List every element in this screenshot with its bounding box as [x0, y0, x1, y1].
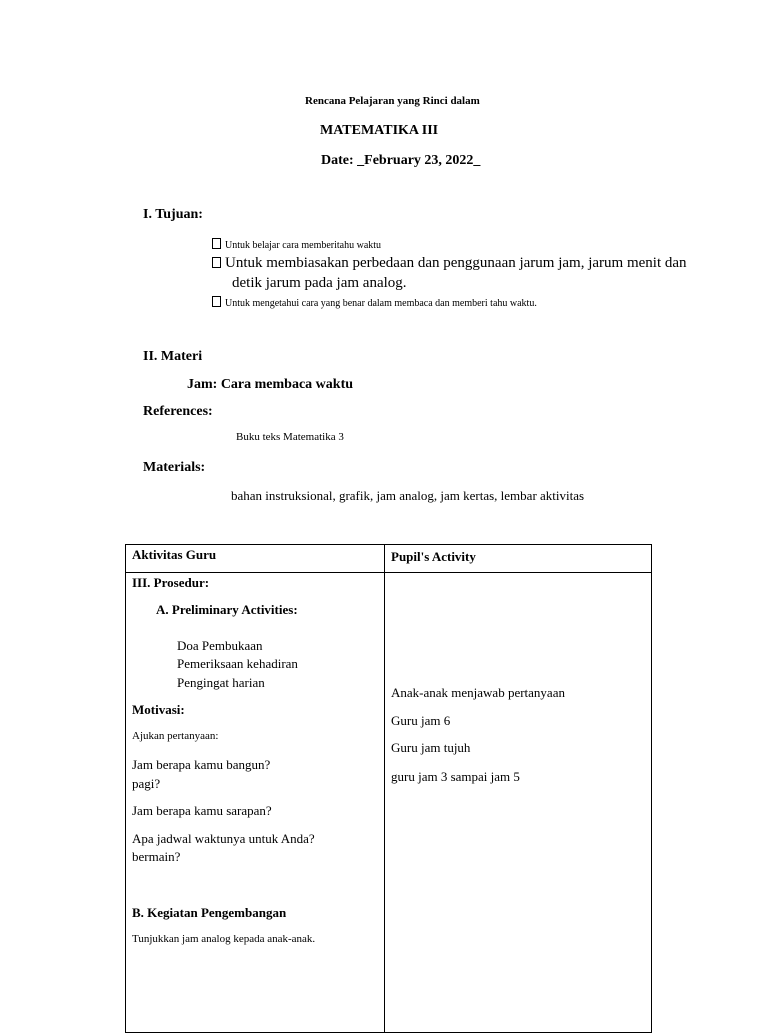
preliminary-item: Pengingat harian — [177, 675, 265, 690]
document-subtitle: Rencana Pelajaran yang Rinci dalam — [305, 95, 480, 107]
objective-item-2-continued: detik jarum pada jam analog. — [232, 275, 407, 291]
motivation-heading: Motivasi: — [132, 702, 185, 717]
pupil-answer: Guru jam tujuh — [391, 740, 471, 755]
question-text: Apa jadwal waktunya untuk Anda? — [132, 831, 315, 846]
square-bullet-icon — [212, 238, 221, 249]
teacher-column-label: Aktivitas Guru — [132, 547, 217, 562]
date-line — [321, 153, 480, 169]
pupil-column-header — [385, 545, 652, 573]
teacher-column-header — [126, 545, 385, 573]
objective-text: Untuk belajar cara memberitahu waktu — [225, 240, 382, 251]
procedure-heading: III. Prosedur: — [132, 575, 210, 590]
materials-value: bahan instruksional, grafik, jam analog, jam kertas, lembar aktivitas — [231, 488, 585, 503]
question-text: Jam berapa kamu sarapan? — [132, 803, 272, 818]
square-bullet-icon — [212, 296, 221, 307]
objective-text: Untuk mengetahui cara yang benar dalam membaca dan memberi tahu waktu. — [225, 298, 537, 309]
date-label: Date: — [321, 153, 354, 168]
objective-text: Untuk membiasakan perbedaan dan penggunaan jarum jam, jarum menit dan — [225, 255, 687, 271]
references-value: Buku teks Matematika 3 — [236, 431, 344, 443]
pupil-answer: guru jam 3 sampai jam 5 — [391, 769, 520, 784]
activity-table — [125, 544, 652, 1033]
development-heading: B. Kegiatan Pengembangan — [132, 905, 287, 920]
pupil-answer: Anak-anak menjawab pertanyaan — [391, 685, 565, 700]
preliminary-heading: A. Preliminary Activities: — [156, 602, 298, 617]
material-topic: Jam: Cara membaca waktu — [187, 377, 354, 392]
preliminary-item: Pemeriksaan kehadiran — [177, 656, 298, 671]
date-value: _February 23, 2022_ — [357, 153, 481, 168]
development-text: Tunjukkan jam analog kepada anak-anak. — [132, 933, 316, 945]
pupil-answer: Guru jam 6 — [391, 713, 451, 728]
references-label: References: — [143, 404, 213, 419]
objective-item-3 — [212, 296, 537, 309]
pupil-column-label: Pupil's Activity — [391, 549, 476, 564]
question-text: Jam berapa kamu bangun? — [132, 757, 271, 772]
teacher-activity-cell — [126, 573, 385, 1033]
preliminary-item: Doa Pembukaan — [177, 638, 263, 653]
objectives-heading: I. Tujuan: — [143, 207, 203, 222]
objective-item-1 — [212, 238, 381, 251]
question-text: pagi? — [132, 776, 161, 791]
material-heading: II. Materi — [143, 349, 203, 364]
square-bullet-icon — [212, 257, 221, 268]
document-title: MATEMATIKA III — [320, 123, 439, 138]
pupil-activity-cell — [385, 573, 652, 1033]
objective-item-2 — [212, 253, 687, 274]
question-text: bermain? — [132, 849, 181, 864]
ask-questions-text: Ajukan pertanyaan: — [132, 730, 219, 742]
materials-label: Materials: — [143, 460, 206, 475]
